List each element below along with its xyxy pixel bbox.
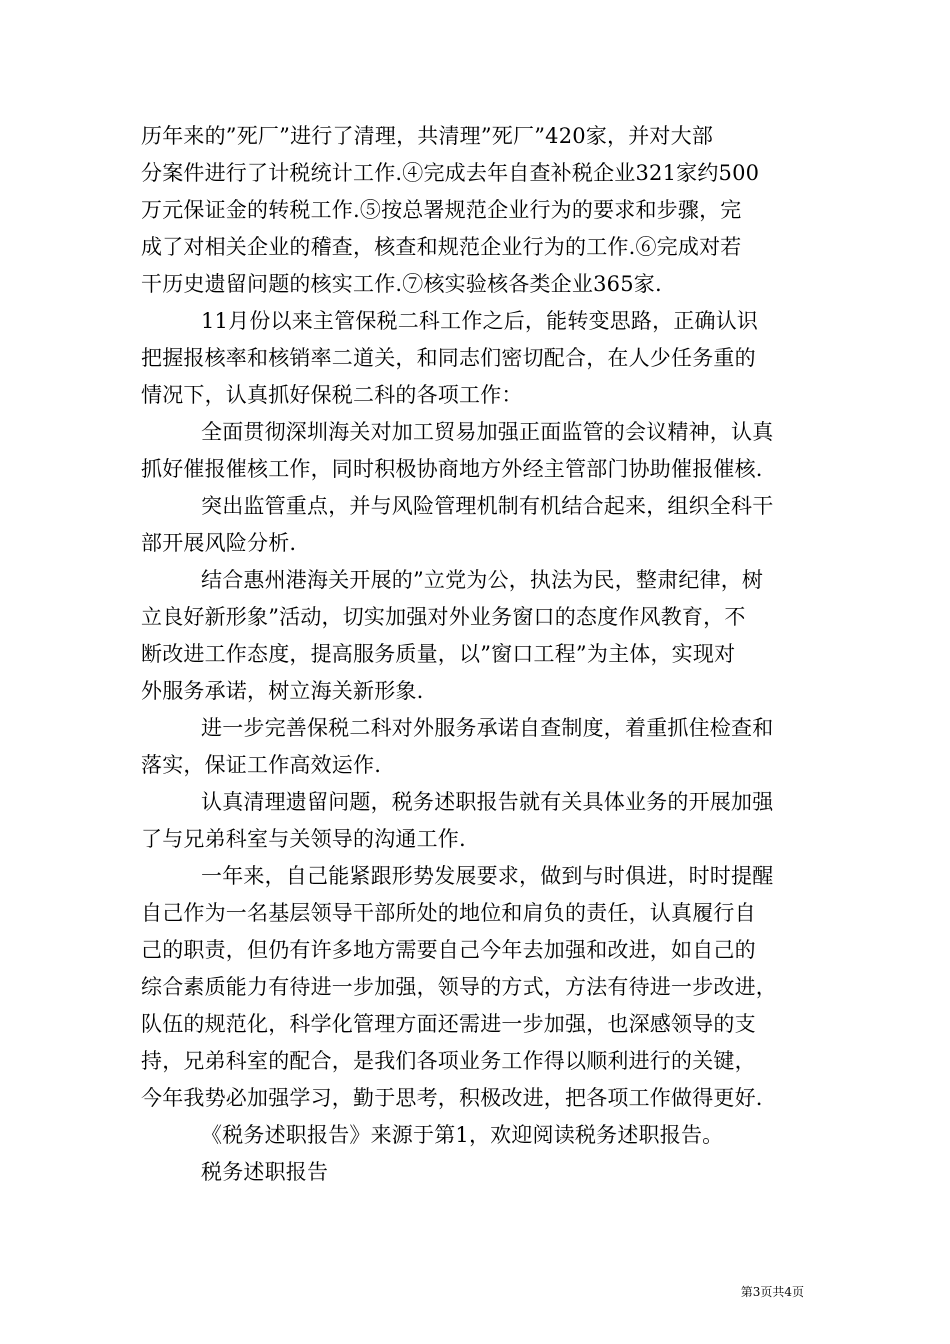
text-line: 全面贯彻深圳海关对加工贸易加强正面监管的会议精神，认真 xyxy=(201,420,774,444)
text-line: 了与兄弟科室与关领导的沟通工作. xyxy=(141,827,466,851)
text-line: 持，兄弟科室的配合，是我们各项业务工作得以顺利进行的关键， xyxy=(141,1049,756,1073)
text-line: 结合惠州港海关开展的”立党为公，执法为民，整肃纪律，树 xyxy=(201,568,764,592)
text-line: 突出监管重点，并与风险管理机制有机结合起来，组织全科干 xyxy=(201,494,774,518)
text-line: 进一步完善保税二科对外服务承诺自查制度，着重抓住检查和 xyxy=(201,716,774,740)
text-line: 把握报核率和核销率二道关，和同志们密切配合，在人少任务重的 xyxy=(141,346,756,370)
text-line: 《税务述职报告》来源于第1，欢迎阅读税务述职报告。 xyxy=(201,1123,724,1147)
text-line: 队伍的规范化，科学化管理方面还需进一步加强，也深感领导的支 xyxy=(141,1012,756,1036)
text-line: 抓好催报催核工作，同时积极协商地方外经主管部门协助催报催核. xyxy=(141,457,763,481)
text-line: 断改进工作态度，提高服务质量，以”窗口工程”为主体，实现对 xyxy=(141,642,736,666)
page-number: 第3页共4页 xyxy=(740,1285,804,1299)
text-line: 历年来的”死厂”进行了清理，共清理”死厂”420家，并对大部 xyxy=(141,124,714,148)
text-line: 立良好新形象”活动，切实加强对外业务窗口的态度作风教育，不 xyxy=(141,605,746,629)
document-body xyxy=(141,118,821,1191)
text-line: 万元保证金的转税工作.⑤按总署规范企业行为的要求和步骤，完 xyxy=(141,198,742,222)
text-line: 今年我势必加强学习，勤于思考，积极改进，把各项工作做得更好. xyxy=(141,1086,763,1110)
text-line: 分案件进行了计税统计工作.④完成去年自查补税企业321家约500 xyxy=(141,161,760,185)
text-line: 综合素质能力有待进一步加强，领导的方式，方法有待进一步改进， xyxy=(141,975,777,999)
text-line: 认真清理遗留问题，税务述职报告就有关具体业务的开展加强 xyxy=(201,790,774,814)
text-line: 情况下，认真抓好保税二科的各项工作： xyxy=(141,383,523,407)
text-line: 11月份以来主管保税二科工作之后，能转变思路，正确认识 xyxy=(201,309,759,333)
text-line: 一年来，自己能紧跟形势发展要求，做到与时俱进，时时提醒 xyxy=(201,864,774,888)
text-line: 部开展风险分析. xyxy=(141,531,297,555)
text-line: 己的职责，但仍有许多地方需要自己今年去加强和改进，如自己的 xyxy=(141,938,756,962)
text-line: 自己作为一名基层领导干部所处的地位和肩负的责任，认真履行自 xyxy=(141,901,756,925)
text-line: 成了对相关企业的稽查，核查和规范企业行为的工作.⑥完成对若 xyxy=(141,235,742,259)
text-line: 落实，保证工作高效运作. xyxy=(141,753,382,777)
text-line: 外服务承诺，树立海关新形象. xyxy=(141,679,424,703)
text-line: 干历史遗留问题的核实工作.⑦核实验核各类企业365家. xyxy=(141,272,662,296)
text-line: 税务述职报告 xyxy=(201,1160,329,1184)
